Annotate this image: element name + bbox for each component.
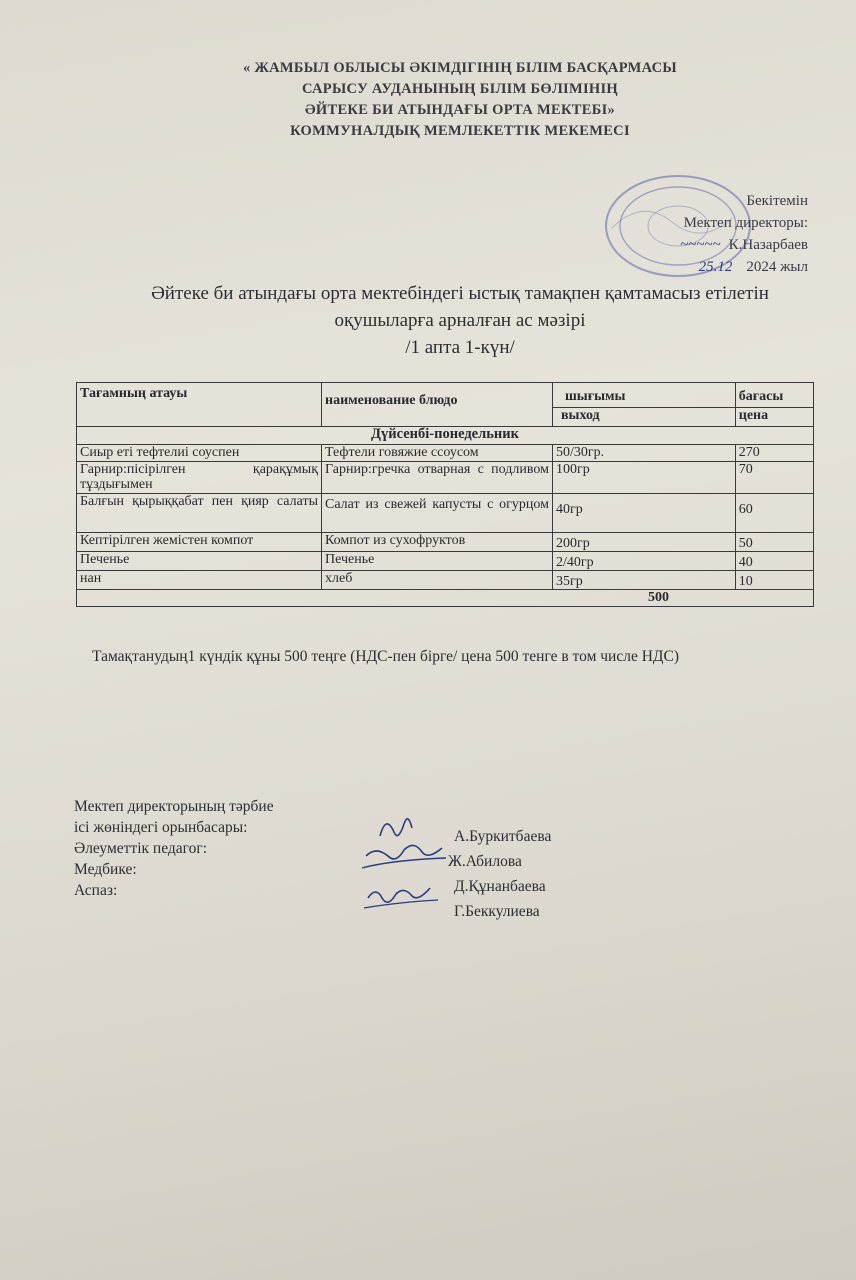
dish-kz: Гарнир:пісірілген қарақұмық тұздығымен [77,462,322,494]
name-social-pedagogue: Ж.Абилова [448,853,522,870]
table-row [77,494,814,533]
day-row [77,427,814,445]
header-name-ru: наименование блюдо [322,383,553,427]
dish-yield: 200гр [552,533,735,552]
dish-yield: 100гр [552,462,735,494]
dish-yield: 50/30гр. [552,445,735,462]
director-position: Мектеп директоры: [683,215,808,231]
signatory-roles [74,796,274,901]
signatory-names [448,824,551,924]
table-row [77,533,814,552]
dish-price: 50 [735,533,813,552]
approval-block [680,190,808,278]
dish-price: 270 [735,445,813,462]
dish-ru: Гарнир:гречка отварная с подливом [322,462,553,494]
dish-kz: Сиыр еті тефтелиі соуспен [77,445,322,462]
dish-ru: хлеб [322,571,553,590]
title-line-3: /1 апта 1-күн/ [405,337,515,358]
dish-yield: 2/40гр [552,552,735,571]
director-name: ~~~~~ К.Назарбаев [680,237,808,253]
dish-price: 70 [735,462,813,494]
table-row [77,571,814,590]
role-cook: Аспаз: [74,882,118,899]
table-row [77,462,814,494]
dish-ru: Компот из сухофруктов [322,533,553,552]
dish-kz: Балғын қырыққабат пен қияр салаты [77,494,322,533]
role-deputy-line-1: Мектеп директорының тәрбие [74,798,274,815]
day-label: Дүйсенбі-понедельник [77,427,814,445]
header-line-2: САРЫСУ АУДАНЫНЫҢ БІЛІМ БӨЛІМІНІҢ [301,81,619,97]
role-deputy-line-2: ісі жөніндегі орынбасары: [74,819,248,836]
name-deputy: А.Буркитбаева [454,828,552,845]
dish-yield: 40гр [552,494,735,533]
title-line-1: Әйтеке би атындағы орта мектебіндегі ыстық тамақпен қамтамасыз етілетін [151,283,769,304]
header-price-kz: бағасы [735,383,813,408]
header-price-ru: цена [735,408,813,427]
name-cook: Г.Беккулиева [454,903,540,920]
dish-price: 60 [735,494,813,533]
header-name-kz: Тағамның атауы [77,383,322,427]
header-yield-kz: шығымы [552,383,735,408]
role-nurse: Медбике: [74,861,137,878]
institution-header [0,58,856,142]
dish-kz: Печенье [77,552,322,571]
table-row [77,445,814,462]
name-nurse: Д.Құнанбаева [454,878,546,895]
title-line-2: оқушыларға арналған ас мәзірі [334,310,586,331]
header-yield-ru: выход [552,408,735,427]
dish-ru: Тефтели говяжие ссоусом [322,445,553,462]
total-row [77,590,814,607]
role-social-pedagogue: Әлеуметтік педагог: [74,840,208,857]
dish-ru: Печенье [322,552,553,571]
menu-table [76,382,814,607]
header-line-4: КОММУНАЛДЫҚ МЕМЛЕКЕТТІК МЕКЕМЕСІ [290,123,630,139]
daily-cost-note: Тамақтанудың1 күндік құны 500 теңге (НДС-пен бірге/ цена 500 тенге в том числе НДС) [92,648,679,665]
dish-yield: 35гр [552,571,735,590]
dish-ru: Салат из свежей капусты с огурцом [322,494,553,533]
dish-price: 40 [735,552,813,571]
total-value: 500 [77,590,814,607]
menu-title [60,280,856,361]
header-line-3: ӘЙТЕКЕ БИ АТЫНДАҒЫ ОРТА МЕКТЕБІ» [304,102,616,118]
dish-kz: нан [77,571,322,590]
table-row [77,552,814,571]
approve-word: Бекітемін [746,193,808,209]
header-line-1: « ЖАМБЫЛ ОБЛЫСЫ ӘКІМДІГІНІҢ БІЛІМ БАСҚАРМАСЫ [243,60,677,76]
dish-price: 10 [735,571,813,590]
approval-date: 25.12 2024 жыл [698,259,808,275]
handwritten-signatures [358,806,450,926]
dish-kz: Кептірілген жемістен компот [77,533,322,552]
table-header-row [77,383,814,408]
